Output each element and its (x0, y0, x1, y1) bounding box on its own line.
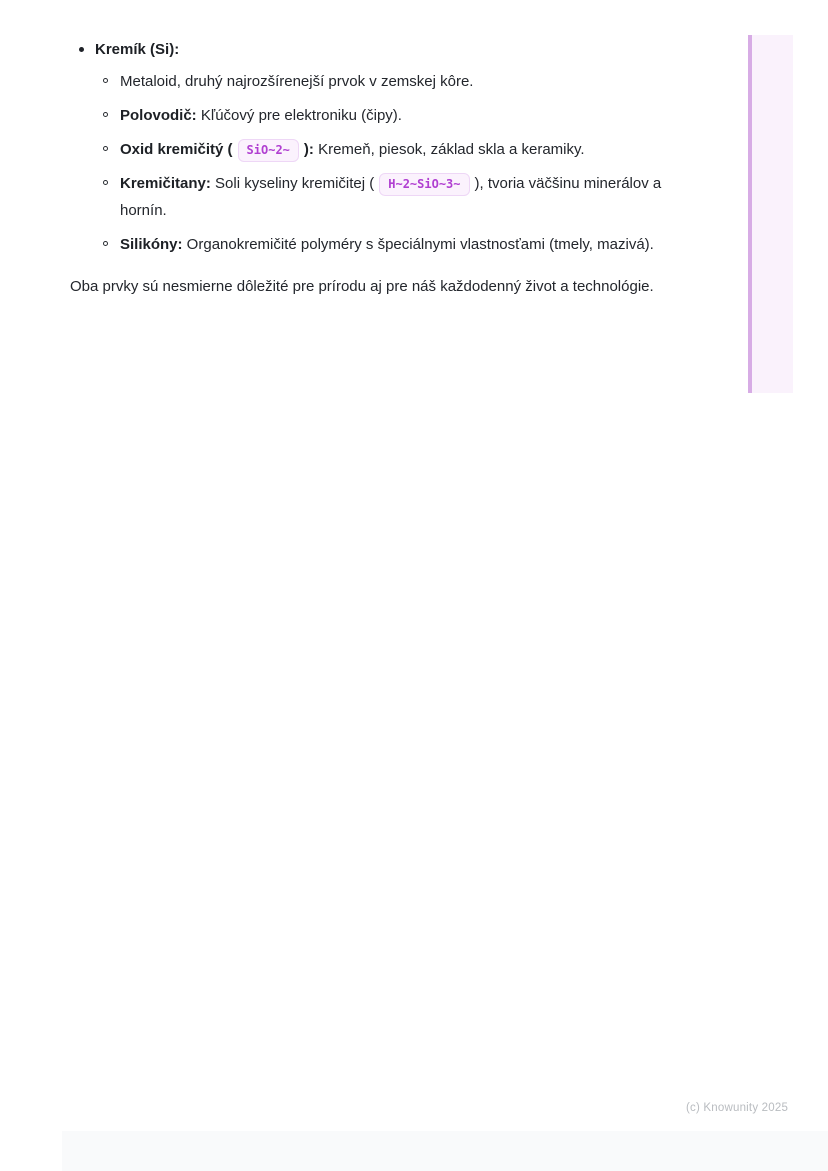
circle-marker (95, 231, 120, 246)
list-item-heading (95, 36, 179, 63)
kremicitany-label: Kremičitany: (120, 175, 211, 192)
kremicitany-before: Soli kyseliny kremičitej ( (210, 175, 375, 192)
circle-bullet-icon (103, 112, 108, 117)
circle-marker (95, 102, 120, 117)
circle-marker (95, 68, 120, 83)
circle-bullet-icon (103, 78, 108, 83)
silikony-body: Organokremičité polyméry s špeciálnymi vlastnosťami (tmely, mazivá). (182, 236, 654, 253)
list-item-oxid (95, 136, 662, 163)
polovodic-text (120, 102, 402, 129)
oxid-body: Kremeň, piesok, základ skla a keramiky. (313, 141, 585, 158)
kremicitany-text (120, 170, 662, 224)
oxid-label-before: Oxid kremičitý ( (120, 141, 233, 158)
silikony-text (120, 231, 654, 258)
margin-highlight-strip (748, 35, 793, 393)
polovodic-body: Kľúčový pre elektroniku (čipy). (196, 107, 402, 124)
kremik-heading: Kremík (Si): (95, 41, 180, 58)
bullet-icon (79, 47, 84, 52)
oxid-text (120, 136, 585, 163)
list-item-polovodic (95, 102, 662, 129)
sio2-code-badge: SiO~2~ (238, 139, 299, 162)
footer-copyright: (c) Knowunity 2025 (686, 1102, 789, 1114)
circle-bullet-icon (103, 241, 108, 246)
polovodic-label: Polovodič: (120, 107, 197, 124)
circle-marker (95, 136, 120, 151)
circle-marker (95, 170, 120, 185)
oxid-label-after: ): (303, 141, 314, 158)
list-item-metaloid (95, 68, 662, 95)
list-item-silikony (95, 231, 662, 258)
page-gap (62, 1131, 828, 1171)
list-item-kremicitany (95, 170, 662, 224)
kremicitany-after: ), tvoria väčšinu minerálov a hornín. (120, 175, 662, 219)
circle-bullet-icon (103, 180, 108, 185)
list-item-kremik (70, 36, 662, 63)
kremik-sublist (95, 68, 662, 258)
metaloid-text: Metaloid, druhý najrozšírenejší prvok v zemskej kôre. (120, 73, 474, 90)
h2sio3-code-badge: H~2~SiO~3~ (379, 173, 469, 196)
closing-paragraph: Oba prvky sú nesmierne dôležité pre prírodu aj pre náš každodenný život a technológie. (70, 278, 654, 295)
document-content (70, 36, 662, 316)
bullet-marker (70, 36, 95, 52)
silikony-label: Silikóny: (120, 236, 183, 253)
circle-bullet-icon (103, 146, 108, 151)
